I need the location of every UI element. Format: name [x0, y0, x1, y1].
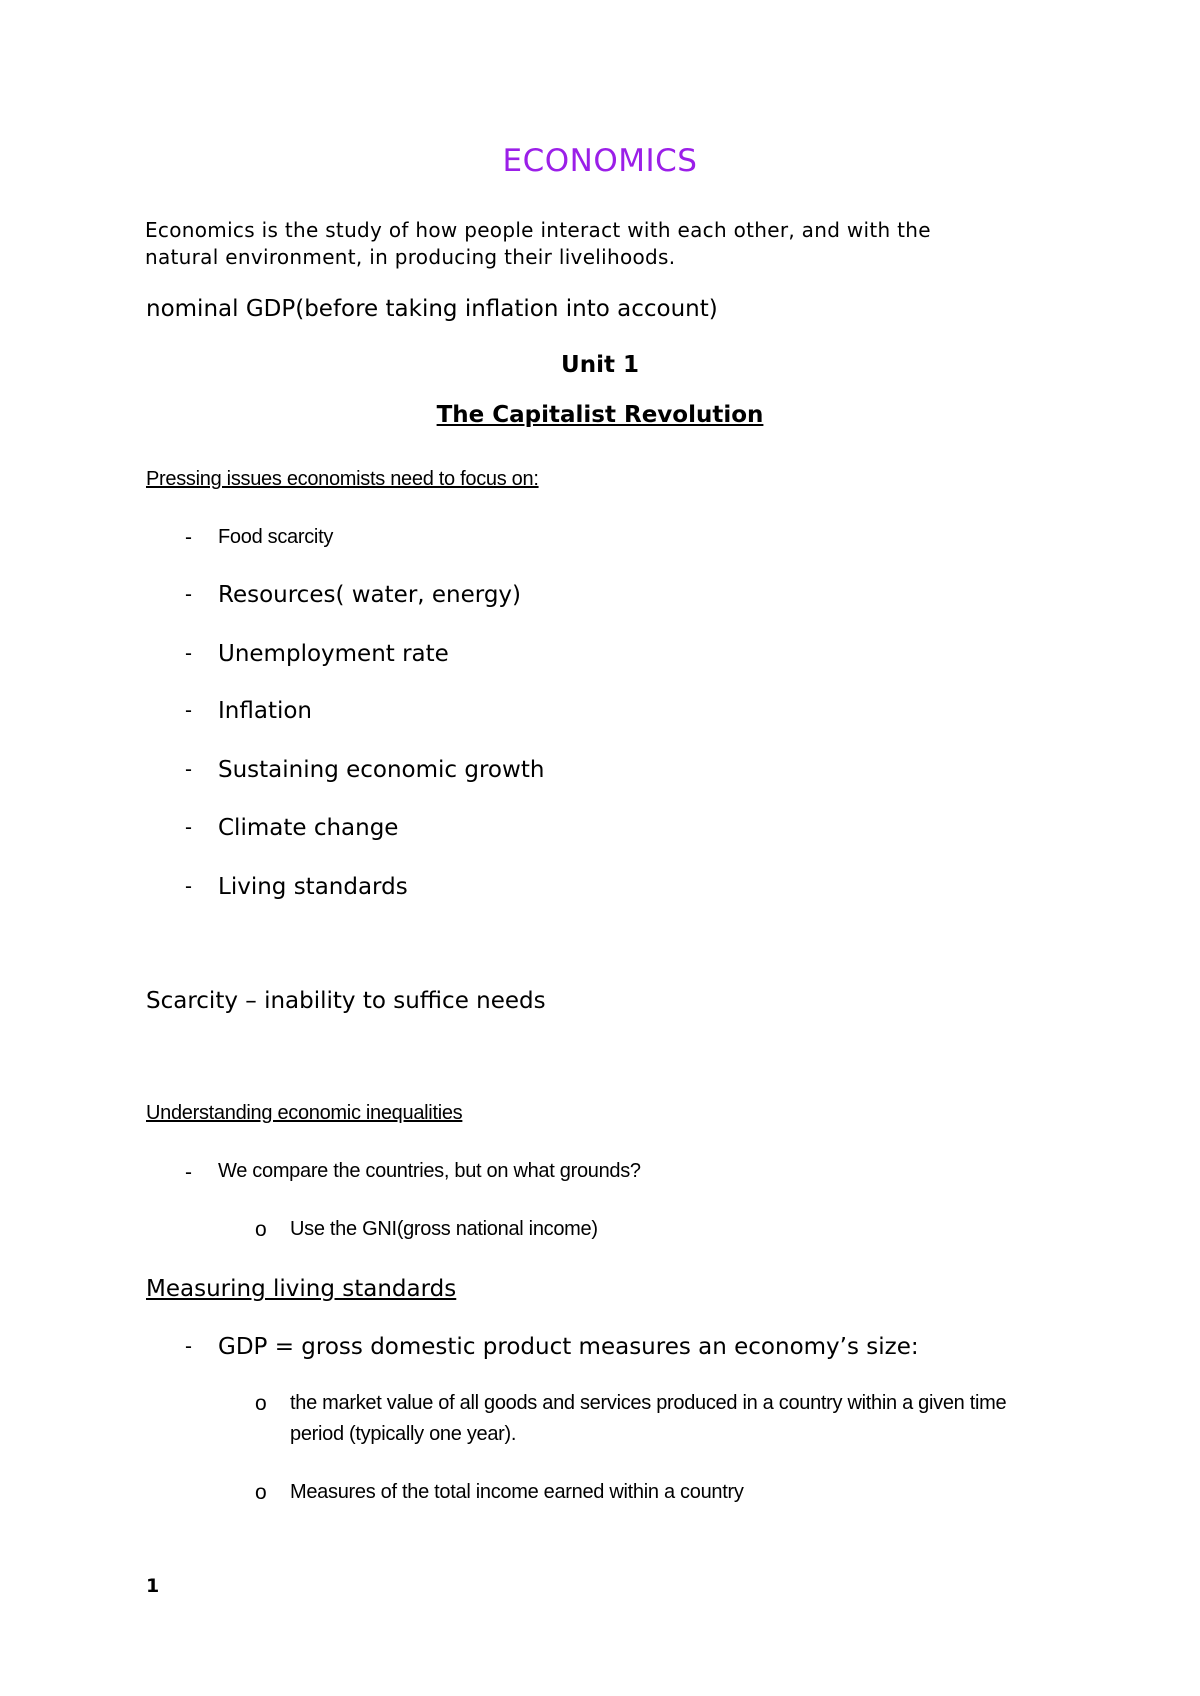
sub-list-item: Measures of the total income earned within a country: [290, 1481, 744, 1503]
list-dash: -: [185, 583, 192, 606]
list-item: Inflation: [218, 698, 312, 724]
list-item: Unemployment rate: [218, 641, 449, 667]
list-item: Sustaining economic growth: [218, 757, 545, 783]
document-title: ECONOMICS: [502, 143, 698, 179]
list-item: Resources( water, energy): [218, 582, 522, 608]
list-dash: -: [185, 526, 192, 549]
list-item: Food scarcity: [218, 526, 334, 548]
inequalities-heading: Understanding economic inequalities: [146, 1102, 463, 1124]
sub-list-item: the market value of all goods and services produced in a country within a given time period (typically one year).: [290, 1392, 1007, 1445]
list-dash: -: [185, 1335, 192, 1358]
list-dash: -: [185, 816, 192, 839]
list-item: We compare the countries, but on what grounds?: [218, 1160, 641, 1182]
pressing-issues-heading: Pressing issues economists need to focus on:: [146, 468, 539, 490]
list-bullet: o: [255, 1218, 267, 1241]
list-item: GDP = gross domestic product measures an economy’s size:: [218, 1334, 919, 1360]
intro-line-1: Economics is the study of how people interact with each other, and with the: [145, 218, 931, 242]
list-item: Living standards: [218, 874, 408, 900]
nominal-gdp-note: nominal GDP(before taking inflation into account): [146, 296, 718, 322]
sub-list-item: Use the GNI(gross national income): [290, 1218, 598, 1240]
unit-title: The Capitalist Revolution: [436, 402, 764, 428]
page-number: 1: [146, 1575, 160, 1597]
scarcity-definition: Scarcity – inability to suffice needs: [146, 988, 546, 1014]
list-dash: -: [185, 1161, 192, 1184]
measuring-heading: Measuring living standards: [146, 1276, 457, 1302]
unit-label: Unit 1: [561, 352, 639, 378]
list-bullet: o: [255, 1392, 267, 1415]
intro-line-2: natural environment, in producing their livelihoods.: [145, 245, 676, 269]
list-item: Climate change: [218, 815, 399, 841]
list-dash: -: [185, 699, 192, 722]
list-dash: -: [185, 642, 192, 665]
list-dash: -: [185, 758, 192, 781]
list-bullet: o: [255, 1481, 267, 1504]
list-dash: -: [185, 875, 192, 898]
